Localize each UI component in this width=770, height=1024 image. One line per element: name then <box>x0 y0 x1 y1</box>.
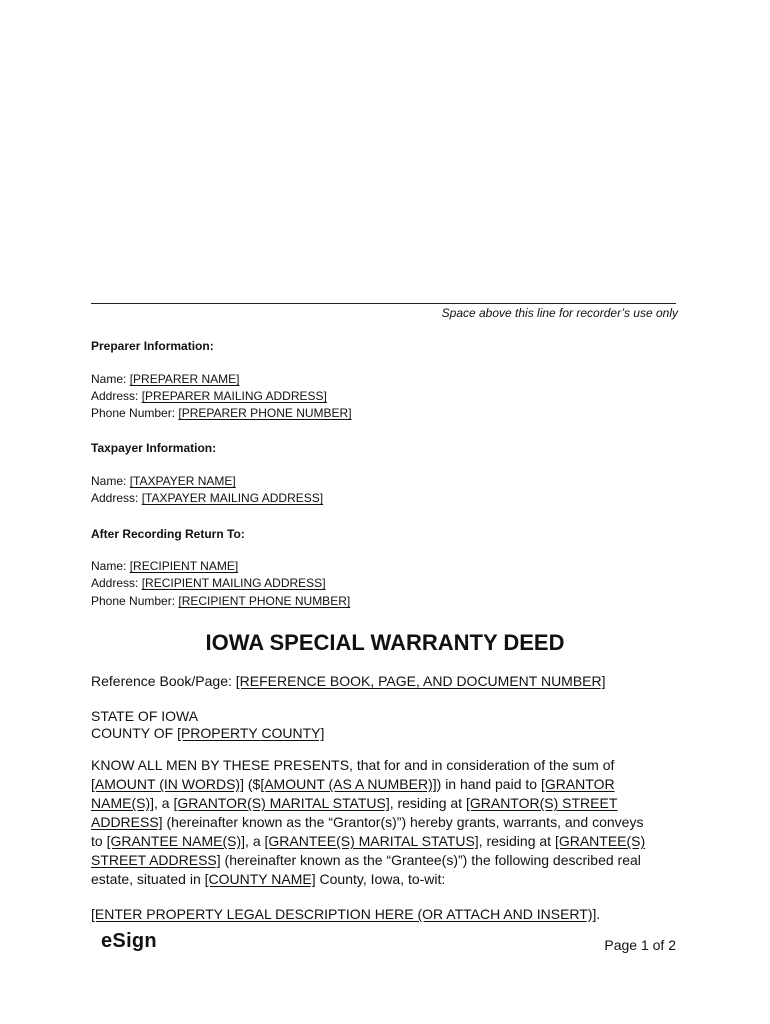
preparer-address-label: Address: <box>91 389 142 403</box>
paragraph-text: , a <box>154 795 174 811</box>
preparer-address-field[interactable]: [PREPARER MAILING ADDRESS] <box>141 389 327 403</box>
state-line: STATE OF IOWA <box>91 708 199 724</box>
taxpayer-heading: Taxpayer Information: <box>91 441 217 455</box>
recorder-note: Space above this line for recorder’s use only <box>441 306 678 320</box>
grantee-marital-status-field[interactable]: [GRANTEE(S) MARITAL STATUS] <box>264 833 479 849</box>
paragraph-text: KNOW ALL MEN BY THESE PRESENTS, that for and in consideration of the sum of <box>91 757 615 773</box>
esign-logo: eSign <box>101 930 157 952</box>
reference-field[interactable]: [REFERENCE BOOK, PAGE, AND DOCUMENT NUMBER] <box>235 673 606 689</box>
paragraph-text: ($ <box>243 776 261 792</box>
county-name-field[interactable]: [COUNTY NAME] <box>204 871 316 887</box>
preparer-phone-field[interactable]: [PREPARER PHONE NUMBER] <box>178 406 352 420</box>
conveyance-paragraph <box>91 756 651 889</box>
reference-line <box>91 673 606 689</box>
taxpayer-address-label: Address: <box>91 491 142 505</box>
paragraph-text: County, Iowa, to-wit: <box>315 871 446 887</box>
amount-number-field[interactable]: [AMOUNT (AS A NUMBER)] <box>260 776 437 792</box>
taxpayer-name-label: Name: <box>91 474 130 488</box>
paragraph-text: (hereinafter known as the “Grantor(s)”) hereby grants, warrants, and conveys to <box>91 814 644 849</box>
legal-description-suffix: . <box>596 906 601 922</box>
paragraph-text: (hereinafter known as the “Grantee(s)”) the following described real estate, situated in <box>91 852 641 887</box>
recipient-address-field[interactable]: [RECIPIENT MAILING ADDRESS] <box>141 576 326 590</box>
preparer-name-label: Name: <box>91 372 130 386</box>
paragraph-text: , residing at <box>389 795 466 811</box>
taxpayer-address-field[interactable]: [TAXPAYER MAILING ADDRESS] <box>141 491 324 505</box>
property-county-field[interactable]: [PROPERTY COUNTY] <box>177 725 325 741</box>
recipient-phone-line <box>91 593 350 610</box>
taxpayer-name-field[interactable]: [TAXPAYER NAME] <box>129 474 236 488</box>
county-line <box>91 725 324 741</box>
preparer-heading: Preparer Information: <box>91 339 214 353</box>
paragraph-text: , residing at <box>478 833 555 849</box>
grantee-name-field[interactable]: [GRANTEE NAME(S)] <box>106 833 246 849</box>
recipient-phone-label: Phone Number: <box>91 594 179 608</box>
preparer-address-line <box>91 388 327 405</box>
recorder-divider-line <box>91 303 676 304</box>
return-to-heading: After Recording Return To: <box>91 527 245 541</box>
county-label: COUNTY OF <box>91 725 178 741</box>
preparer-phone-label: Phone Number: <box>91 406 179 420</box>
recipient-name-line <box>91 558 238 575</box>
paragraph-text: , a <box>245 833 265 849</box>
preparer-name-field[interactable]: [PREPARER NAME] <box>129 372 240 386</box>
reference-label: Reference Book/Page: <box>91 673 236 689</box>
grantee-address-field[interactable]: [GRANTEE(S) STREET ADDRESS] <box>91 833 646 868</box>
amount-words-field[interactable]: [AMOUNT (IN WORDS)] <box>91 776 244 792</box>
recipient-name-label: Name: <box>91 559 130 573</box>
recipient-name-field[interactable]: [RECIPIENT NAME] <box>129 559 239 573</box>
document-title: IOWA SPECIAL WARRANTY DEED <box>205 630 565 655</box>
preparer-name-line <box>91 371 240 388</box>
taxpayer-address-line <box>91 490 323 507</box>
legal-description-line <box>91 906 600 922</box>
page-number: Page 1 of 2 <box>604 937 676 953</box>
recipient-address-line <box>91 575 326 592</box>
grantor-address-field[interactable]: [GRANTOR(S) STREET ADDRESS] <box>91 795 618 830</box>
legal-description-field[interactable]: [ENTER PROPERTY LEGAL DESCRIPTION HERE (OR ATTACH AND INSERT)] <box>91 906 597 922</box>
paragraph-text: ) in hand paid to <box>436 776 541 792</box>
taxpayer-name-line <box>91 473 236 490</box>
grantor-marital-status-field[interactable]: [GRANTOR(S) MARITAL STATUS] <box>173 795 390 811</box>
recipient-address-label: Address: <box>91 576 142 590</box>
grantor-name-field[interactable]: [GRANTOR NAME(S)] <box>91 776 615 811</box>
preparer-phone-line <box>91 405 352 422</box>
recipient-phone-field[interactable]: [RECIPIENT PHONE NUMBER] <box>178 594 351 608</box>
